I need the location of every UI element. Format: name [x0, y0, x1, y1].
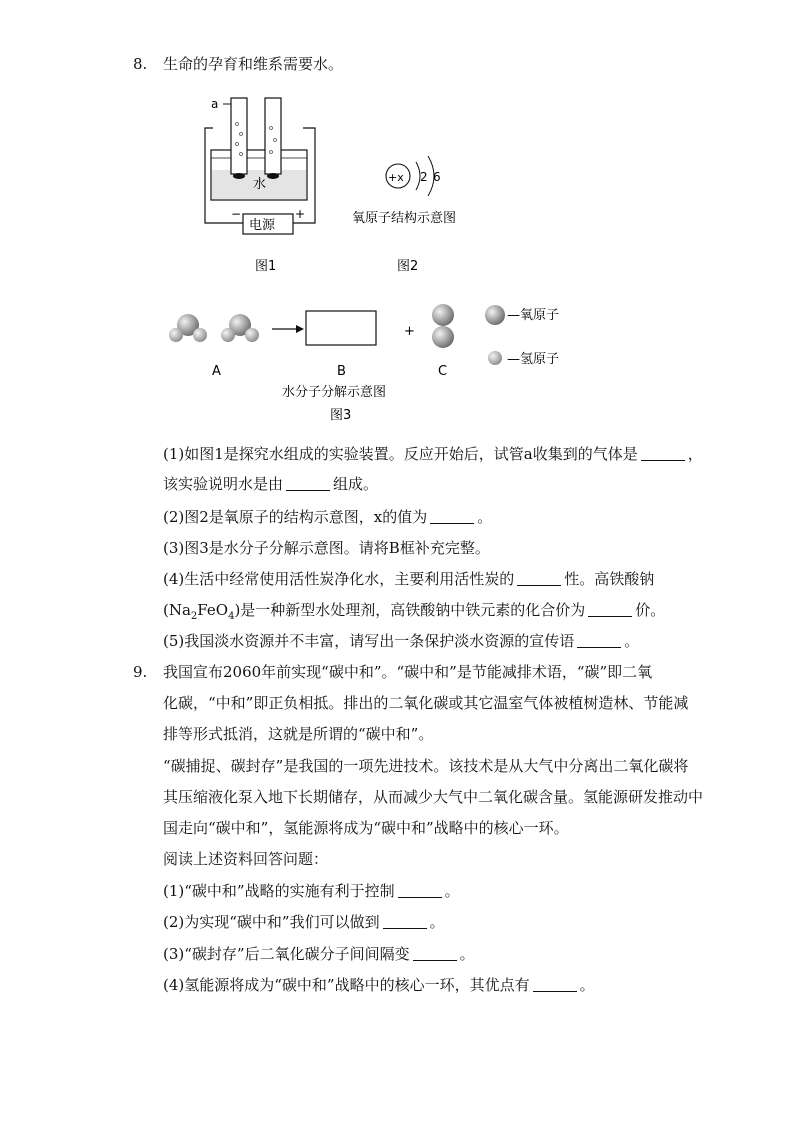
plus-sign: + — [404, 324, 415, 339]
box-B[interactable] — [306, 311, 376, 345]
q8-part-5: (5)我国淡水资源并不丰富，请写出一条保护淡水资源的宣传语 。 — [163, 632, 640, 650]
water-molecule-1 — [169, 314, 207, 342]
q8-part-2: (2)图2是氧原子的结构示意图，x的值为 。 — [163, 508, 493, 526]
q9-part-1: (1)“碳中和”战略的实施有利于控制 。 — [163, 882, 460, 900]
q8-part-4-line1: (4)生活中经常使用活性炭净化水，主要利用活性炭的 性。高铁酸钠 — [163, 570, 655, 588]
figure-2-atom-structure — [350, 140, 485, 275]
figure-3-description: 水分子分解示意图 — [282, 385, 387, 400]
electrode-right — [267, 173, 279, 179]
plus-terminal: + — [295, 207, 306, 221]
question-8-title: 生命的孕育和维系需要水。 — [163, 55, 344, 73]
q9-part-4: (4)氢能源将成为“碳中和”战略中的核心一环，其优点有 。 — [163, 976, 595, 994]
question-9-number: 9. — [133, 663, 148, 681]
answer-blank[interactable] — [286, 476, 330, 491]
answer-blank[interactable] — [383, 914, 427, 929]
tube-a-label: a — [211, 97, 219, 111]
figure-3-caption: 图3 — [330, 408, 352, 423]
q9-para1-line2: 化碳，“中和”即正负相抵。排出的二氧化碳或其它温室气体被植树造林、节能减 — [163, 694, 689, 712]
question-8-number: 8. — [133, 55, 148, 73]
power-source-label: 电源 — [249, 218, 276, 233]
answer-blank[interactable] — [588, 602, 632, 617]
label-A: A — [212, 364, 221, 379]
oxygen-molecule — [432, 304, 454, 348]
figure-1-electrolysis — [195, 88, 335, 278]
q8-part-1-line1: (1)如图1是探究水组成的实验装置。反应开始后，试管a收集到的气体是 ， — [163, 445, 703, 463]
q9-part-3: (3)“碳封存”后二氧化碳分子间间隔变 。 — [163, 945, 475, 963]
q9-prompt: 阅读上述资料回答问题： — [163, 850, 329, 868]
q9-para1-line1: 我国宣布2060年前实现“碳中和”。“碳中和”是节能减排术语，“碳”即二氧 — [163, 663, 653, 681]
label-C: C — [438, 364, 448, 379]
q9-para2-line1: “碳捕捉、碳封存”是我国的一项先进技术。该技术是从大气中分离出二氧化碳将 — [163, 757, 689, 775]
answer-blank[interactable] — [413, 946, 457, 961]
nucleus-charge: +x — [388, 171, 404, 184]
figure-2-description: 氧原子结构示意图 — [352, 211, 457, 226]
test-tube-a — [231, 98, 247, 174]
q9-para2-line3: 国走向“碳中和”，氢能源将成为“碳中和”战略中的核心一环。 — [163, 819, 569, 837]
answer-blank[interactable] — [533, 977, 577, 992]
label-B: B — [337, 364, 346, 379]
q8-part-4-line2: $(Na_2FeO_4)$是一种新型水处理剂，高铁酸钠中铁元素的化合价为 价。 — [163, 601, 666, 622]
shell-1-electrons: 2 — [420, 170, 428, 184]
answer-blank[interactable] — [398, 883, 442, 898]
figure-2-caption: 图2 — [397, 259, 419, 274]
electrode-left — [233, 173, 245, 179]
answer-blank[interactable] — [641, 446, 685, 461]
minus-terminal: − — [231, 207, 242, 221]
q8-part-1-line2: 该实验说明水是由 组成。 — [163, 475, 379, 493]
shell-2-electrons: 6 — [433, 170, 441, 184]
figure-3-decomposition — [160, 295, 600, 425]
q8-part-3: (3)图3是水分子分解示意图。请将B框补充完整。 — [163, 539, 490, 557]
q9-para1-line3: 排等形式抵消，这就是所谓的“碳中和”。 — [163, 725, 434, 743]
answer-blank[interactable] — [577, 633, 621, 648]
legend-hydrogen-atom — [488, 351, 502, 365]
legend-oxygen-atom — [485, 305, 505, 325]
legend-hydrogen-label: —氢原子 — [507, 352, 560, 367]
q9-para2-line2: 其压缩液化泵入地下长期储存，从而减少大气中二氧化碳含量。氢能源研发推动中 — [163, 788, 704, 806]
legend-oxygen-label: —氧原子 — [507, 308, 560, 323]
test-tube-b — [265, 98, 281, 174]
water-molecule-2 — [221, 314, 259, 342]
answer-blank[interactable] — [517, 571, 561, 586]
answer-blank[interactable] — [430, 509, 474, 524]
water-label: 水 — [253, 177, 267, 192]
q9-part-2: (2)为实现“碳中和”我们可以做到 。 — [163, 913, 445, 931]
figure-1-caption: 图1 — [255, 259, 277, 274]
